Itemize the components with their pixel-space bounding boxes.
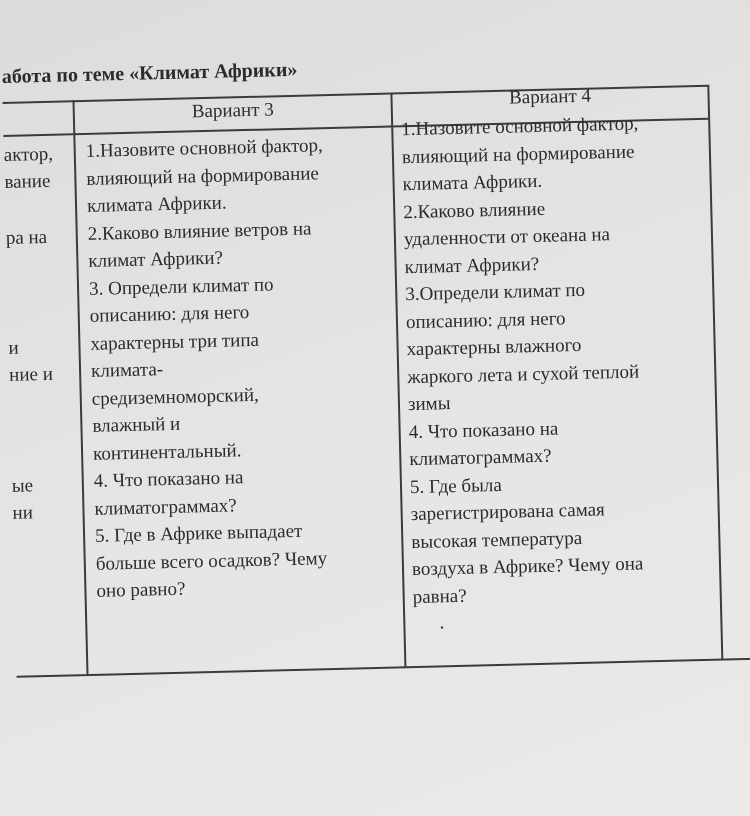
page-title: абота по теме «Климат Африки» xyxy=(1,58,298,88)
question-line: зимы xyxy=(407,393,451,416)
question-line: 1.Назовите основной фактор, xyxy=(401,113,639,141)
question-line: зарегистрирована самая xyxy=(410,499,606,526)
question-line: 2.Каково влияние ветров на xyxy=(87,217,312,245)
question-line: 2.Каково влияние xyxy=(403,198,546,223)
question-line: 5. Где была xyxy=(409,474,503,498)
question-line: равна? xyxy=(412,585,467,608)
question-line: оно равно? xyxy=(96,578,186,602)
left-fragment: актор, xyxy=(3,143,54,166)
question-line: воздуха в Африке? Чему она xyxy=(411,553,644,581)
question-line: климата Африки. xyxy=(86,192,227,217)
question-line: характерны три типа xyxy=(90,329,260,355)
question-line: 1.Назовите основной фактор, xyxy=(85,135,324,162)
question-line: 3. Определи климат по xyxy=(88,273,274,300)
question-line: удаленности от океана на xyxy=(403,224,611,251)
header-variant-4: Вариант 4 xyxy=(508,85,592,109)
header-variant-3: Вариант 3 xyxy=(191,99,274,123)
question-line: описанию: для него xyxy=(405,307,566,333)
question-line: 5. Где в Африке выпадает xyxy=(94,520,303,547)
table-bottom-border xyxy=(17,658,750,678)
question-line: климата- xyxy=(90,359,164,382)
question-line: влияющий на формирование xyxy=(86,162,320,190)
question-line: климатограммах? xyxy=(94,494,237,520)
question-line: 4. Что показано на xyxy=(93,467,244,492)
left-fragment: ра на xyxy=(5,226,48,249)
left-fragment: ние и xyxy=(8,363,54,386)
question-line: жаркого лета и сухой теплой xyxy=(407,360,640,388)
question-line: влажный и xyxy=(92,413,181,437)
left-fragment: ые xyxy=(11,475,34,497)
question-line: больше всего осадков? Чему xyxy=(95,547,328,575)
left-fragment: ни xyxy=(12,502,34,524)
left-fragment: и xyxy=(8,337,19,359)
question-line: средиземноморский, xyxy=(91,384,259,410)
trailing-mark: . xyxy=(439,611,445,634)
question-line: климат Африки? xyxy=(404,253,540,278)
column-divider-right xyxy=(707,85,723,660)
variant-3-questions xyxy=(85,132,333,605)
question-line: 3.Определи климат по xyxy=(405,279,586,306)
question-line: высокая температура xyxy=(411,527,583,553)
question-line: климата Африки. xyxy=(402,170,543,196)
question-line: влияющий на формирование xyxy=(401,141,635,168)
variant-4-questions xyxy=(401,110,650,611)
question-line: климат Африки? xyxy=(88,247,224,272)
question-line: 4. Что показано на xyxy=(408,417,559,443)
left-fragment: вание xyxy=(4,170,51,193)
question-line: континентальный. xyxy=(92,439,242,465)
question-line: описанию: для него xyxy=(89,302,250,327)
question-line: характерны влажного xyxy=(406,334,582,361)
question-line: климатограммах? xyxy=(409,445,552,471)
